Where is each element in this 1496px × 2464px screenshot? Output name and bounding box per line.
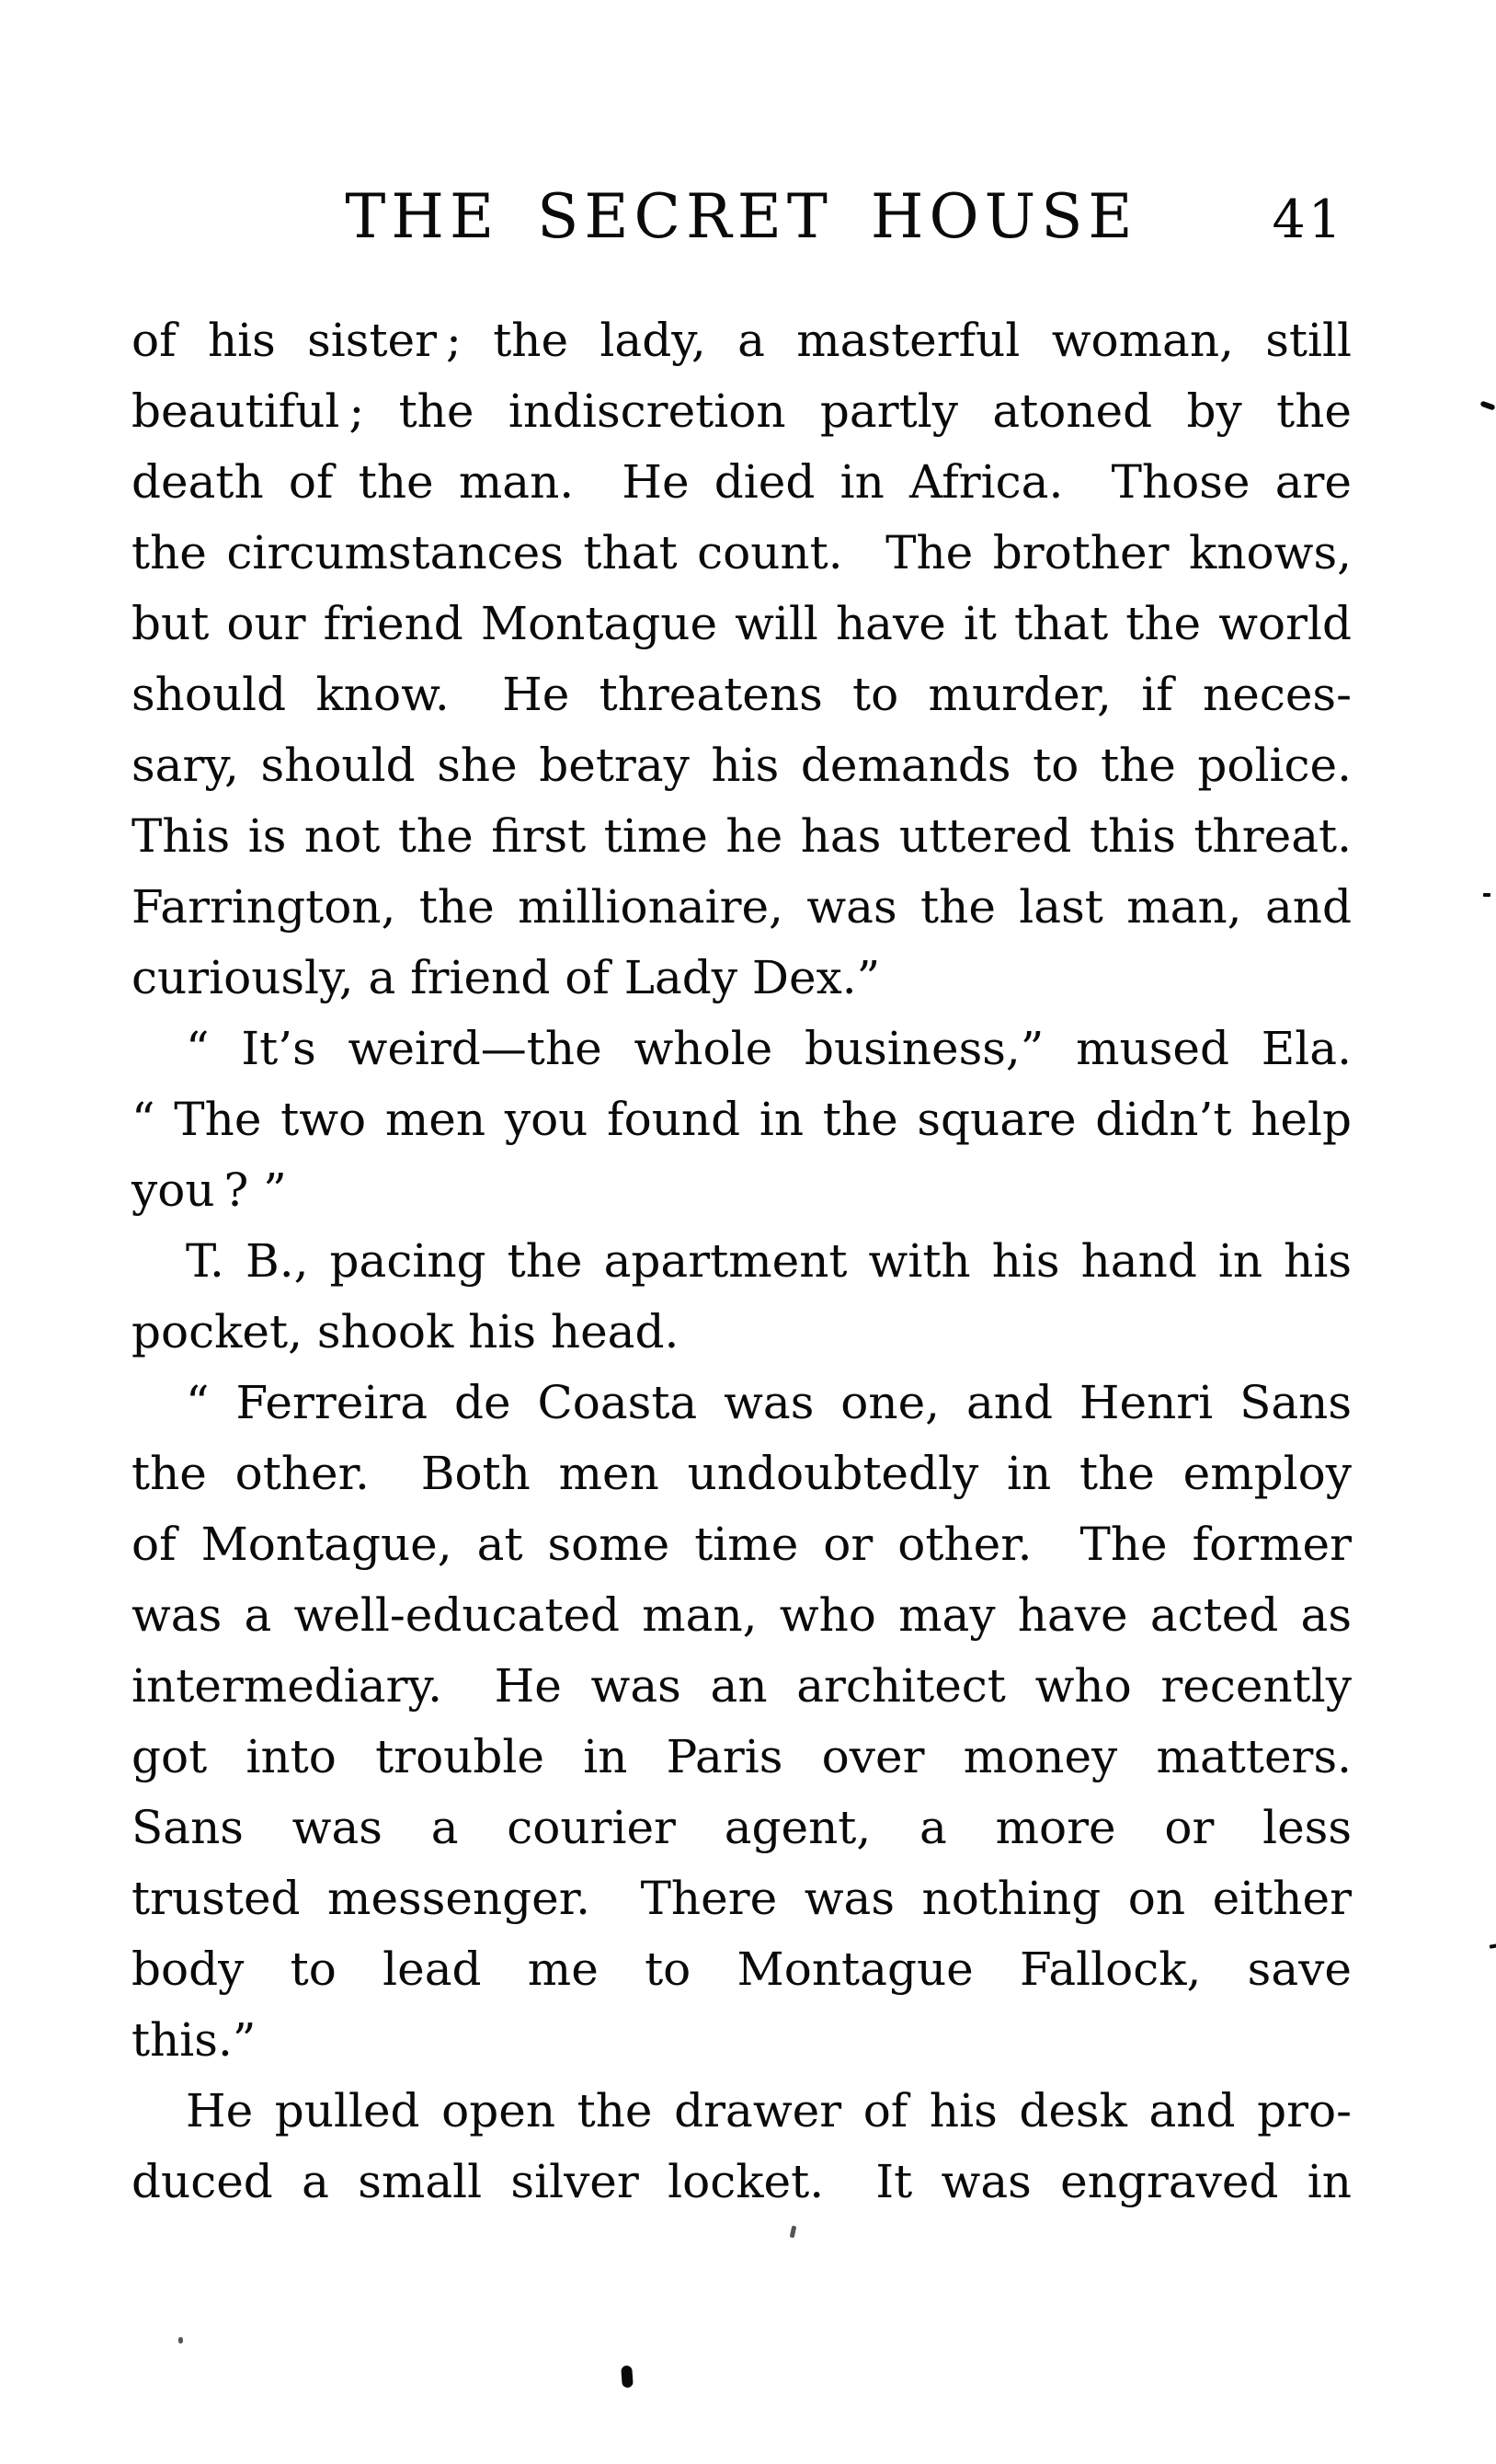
text-line: this.” — [131, 2013, 257, 2067]
text-line: duced a small silver locket. It was engraved in — [131, 2155, 1352, 2208]
text-line: T. B., pacing the apartment with his hand in his — [186, 1234, 1352, 1288]
text-line: of Montague, at some time or other. The former — [131, 1518, 1352, 1571]
paragraph — [131, 1226, 1352, 1368]
page-title: THE SECRET HOUSE — [345, 181, 1138, 252]
paragraph — [131, 305, 1352, 1014]
text-line: the other. Both men undoubtedly in the employ — [131, 1447, 1352, 1500]
ink-mark — [621, 2366, 634, 2389]
text-line: death of the man. He died in Africa. Those are — [131, 455, 1352, 509]
paragraph — [131, 2076, 1352, 2218]
text-line: “ It’s weird—the whole business,” mused Ela. — [186, 1022, 1352, 1075]
page-number: 41 — [1272, 189, 1344, 250]
text-line: trusted messenger. There was nothing on either — [131, 1872, 1352, 1925]
ink-mark — [178, 2337, 183, 2344]
text-line: you ? ” — [131, 1163, 287, 1217]
text-line: This is not the first time he has uttered this threat. — [131, 809, 1352, 863]
text-line: intermediary. He was an architect who recently — [131, 1659, 1352, 1713]
text-line: Farrington, the millionaire, was the last man, and — [131, 880, 1352, 934]
text-line: sary, should she betray his demands to the police. — [131, 739, 1352, 792]
paragraph — [131, 1368, 1352, 2076]
text-line: pocket, shook his head. — [131, 1305, 679, 1358]
text-line: the circumstances that count. The brother knows, — [131, 526, 1352, 579]
text-line: was a well-educated man, who may have acted as — [131, 1588, 1352, 1642]
body-text — [131, 305, 1352, 2218]
text-line: “ The two men you found in the square didn’t help — [131, 1093, 1352, 1146]
ink-mark — [1479, 400, 1495, 410]
ink-mark — [1483, 893, 1490, 897]
ink-mark — [1490, 1943, 1496, 1949]
ink-mark — [790, 2226, 797, 2239]
text-line: got into trouble in Paris over money matters. — [131, 1730, 1352, 1783]
text-line: curiously, a friend of Lady Dex.” — [131, 951, 881, 1004]
text-line: “ Ferreira de Coasta was one, and Henri Sans — [186, 1376, 1352, 1429]
text-line: of his sister ; the lady, a masterful woman, still — [131, 314, 1352, 367]
text-line: body to lead me to Montague Fallock, save — [131, 1943, 1352, 1996]
text-line: beautiful ; the indiscretion partly atoned by the — [131, 384, 1352, 438]
text-line: should know. He threatens to murder, if neces- — [131, 668, 1352, 721]
running-header — [131, 180, 1352, 254]
text-line: He pulled open the drawer of his desk and pro- — [186, 2084, 1352, 2137]
text-line: Sans was a courier agent, a more or less — [131, 1801, 1352, 1854]
text-line: but our friend Montague will have it that the world — [131, 597, 1352, 650]
paragraph — [131, 1014, 1352, 1226]
